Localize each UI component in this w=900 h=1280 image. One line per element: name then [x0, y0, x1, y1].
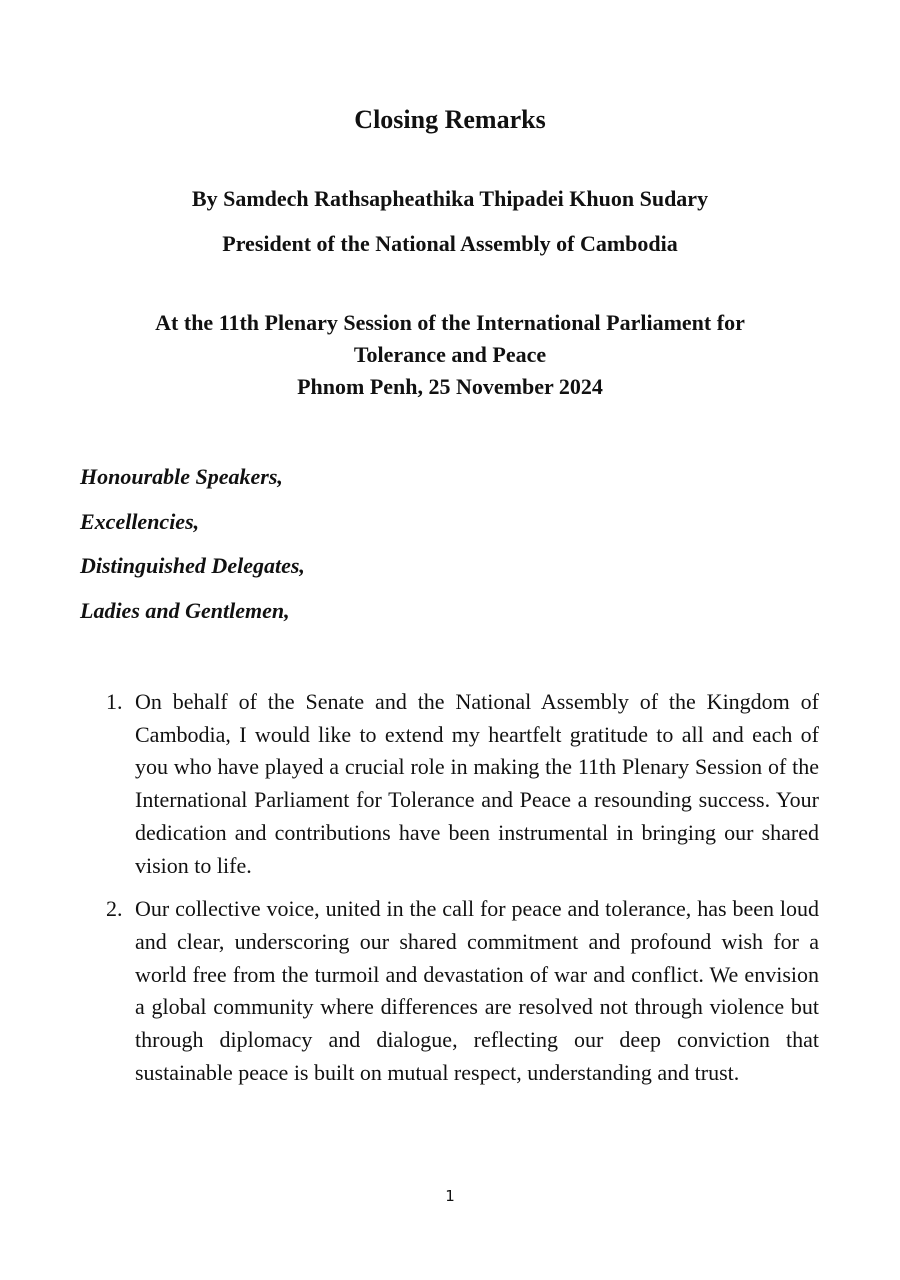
event-line-2: Tolerance and Peace — [353, 342, 547, 367]
salutation-list — [80, 462, 305, 640]
salutation-item: Distinguished Delegates, — [80, 553, 305, 578]
salutation-item: Honourable Speakers, — [80, 464, 283, 489]
page-number: 1 — [445, 1187, 455, 1205]
speaker-line: By Samdech Rathsapheathika Thipadei Khuon Sudary — [191, 186, 709, 211]
salutation-item: Ladies and Gentlemen, — [80, 597, 290, 623]
paragraph-item — [0, 686, 900, 882]
speaker-position: President of the National Assembly of Cambodia — [222, 231, 678, 256]
salutation-item: Excellencies, — [80, 508, 200, 534]
paragraph-number: 1. — [106, 689, 123, 714]
paragraph-item — [0, 893, 900, 1089]
numbered-paragraphs — [0, 686, 900, 1100]
paragraph-number: 2. — [106, 896, 123, 922]
document-title: Closing Remarks — [354, 105, 546, 134]
event-info — [0, 307, 900, 403]
paragraph-text: Our collective voice, united in the call for peace and tolerance, has been loud and clear, underscoring our shared commitment and profound wish for a world free from the turmoil and devastation of war and conflict. We envision a global community where differences are resolved not through violence but through diplomacy and dialogue, reflecting our deep conviction that sustainable peace is built on mutual respect, understanding and trust. — [135, 896, 819, 1085]
paragraph-text: On behalf of the Senate and the National Assembly of the Kingdom of Cambodia, I would like to extend my heartfelt gratitude to all and each of you who have played a crucial role in making the 11th Plenary Session of the International Parliament for Tolerance and Peace a resounding success. Your dedication and contributions have been instrumental in bringing our shared vision to life. — [135, 689, 819, 878]
event-line-1: At the 11th Plenary Session of the International Parliament for — [155, 310, 745, 335]
event-date-location: Phnom Penh, 25 November 2024 — [297, 374, 603, 399]
